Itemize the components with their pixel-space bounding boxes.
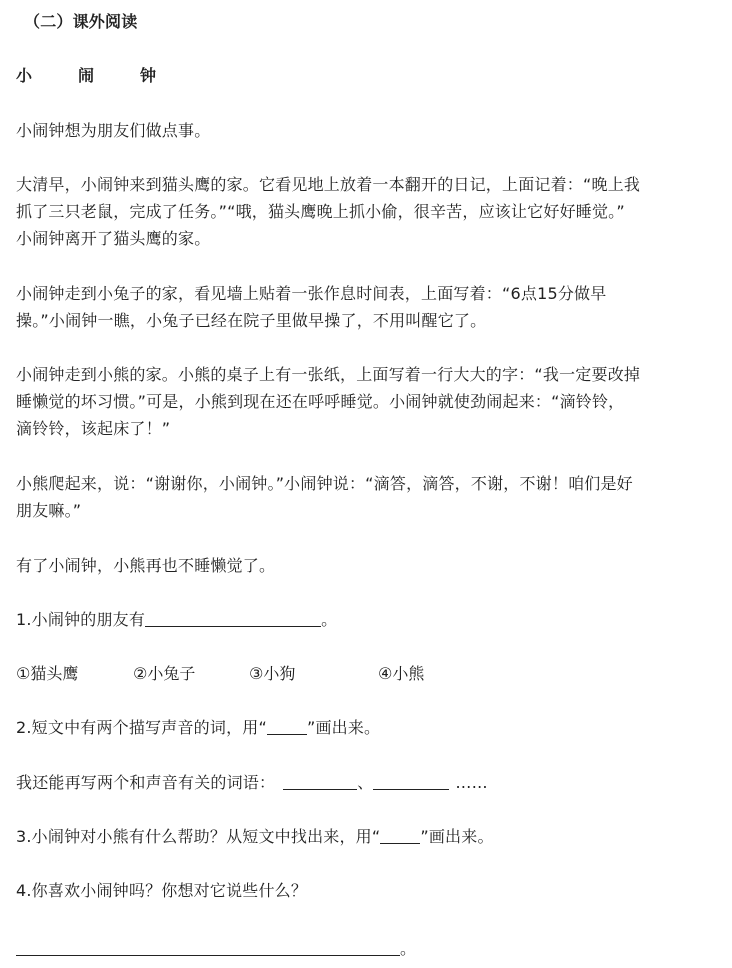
- answer-blank[interactable]: [16, 939, 400, 956]
- paragraph-line: 有了小闹钟，小熊再也不睡懒觉了。: [16, 556, 276, 575]
- question-4: 4.你喜欢小闹钟吗？你想对它说些什么？: [16, 881, 308, 900]
- answer-blank[interactable]: [283, 773, 357, 790]
- question-3-end: ”画出来。: [420, 827, 494, 846]
- option-1: ①猫头鹰: [16, 664, 79, 683]
- question-3: [16, 825, 494, 849]
- section-heading: （二）课外阅读: [24, 12, 138, 31]
- story-title-char: 闹: [78, 66, 95, 85]
- question-2-text: 2.短文中有两个描写声音的词，用“: [16, 718, 267, 737]
- answer-blank[interactable]: [380, 827, 420, 844]
- option-3: ③小狗: [249, 664, 296, 683]
- question-3-text: 3.小闹钟对小熊有什么帮助？从短文中找出来，用“: [16, 827, 381, 846]
- question-1-end: 。: [321, 610, 338, 629]
- paragraph-line: 睡懒觉的坏习惯。”可是，小熊到现在还在呼呼睡觉。小闹钟就使劲闹起来：“滴铃铃，: [16, 392, 625, 411]
- question-1-text: 1.小闹钟的朋友有: [16, 610, 146, 629]
- question-4-answer: [16, 937, 416, 961]
- answer-blank[interactable]: [267, 718, 307, 735]
- option-2: ②小兔子: [133, 664, 196, 683]
- paragraph-line: 朋友嘛。”: [16, 501, 82, 520]
- question-2: [16, 716, 380, 740]
- question-2b-end: ……: [455, 773, 488, 792]
- answer-blank[interactable]: [373, 773, 449, 790]
- paragraph-line: 小闹钟走到小兔子的家，看见墙上贴着一张作息时间表，上面写着：“6点15分做早: [16, 284, 607, 303]
- question-2b-text: 我还能再写两个和声音有关的词语：: [16, 773, 276, 792]
- question-2-end: ”画出来。: [306, 718, 381, 737]
- story-title-char: 钟: [140, 66, 157, 85]
- paragraph-line: 小熊爬起来，说：“谢谢你，小闹钟。”小闹钟说：“滴答，滴答，不谢，不谢！咱们是好: [16, 474, 633, 493]
- question-1: [16, 608, 337, 632]
- question-2b: [16, 771, 488, 795]
- paragraph-line: 小闹钟想为朋友们做点事。: [16, 121, 211, 140]
- paragraph-line: 小闹钟走到小熊的家。小熊的桌子上有一张纸，上面写着一行大大的字：“我一定要改掉: [16, 365, 641, 384]
- paragraph-line: 滴铃铃，该起床了！”: [16, 419, 171, 438]
- story-title-char: 小: [16, 66, 33, 85]
- story-title: [16, 64, 156, 88]
- paragraph-line: 小闹钟离开了猫头鹰的家。: [16, 229, 211, 248]
- question-4-end: 。: [400, 939, 417, 958]
- option-4: ④小熊: [378, 664, 425, 683]
- answer-blank[interactable]: [145, 610, 321, 627]
- paragraph-line: 大清早，小闹钟来到猫头鹰的家。它看见地上放着一本翻开的日记，上面记着：“晚上我: [16, 175, 641, 194]
- paragraph-line: 抓了三只老鼠，完成了任务。”“哦，猫头鹰晚上抓小偷，很辛苦，应该让它好好睡觉。”: [16, 202, 625, 221]
- question-2b-sep: 、: [357, 773, 374, 792]
- paragraph-line: 操。”小闹钟一瞧，小兔子已经在院子里做早操了，不用叫醒它了。: [16, 311, 487, 330]
